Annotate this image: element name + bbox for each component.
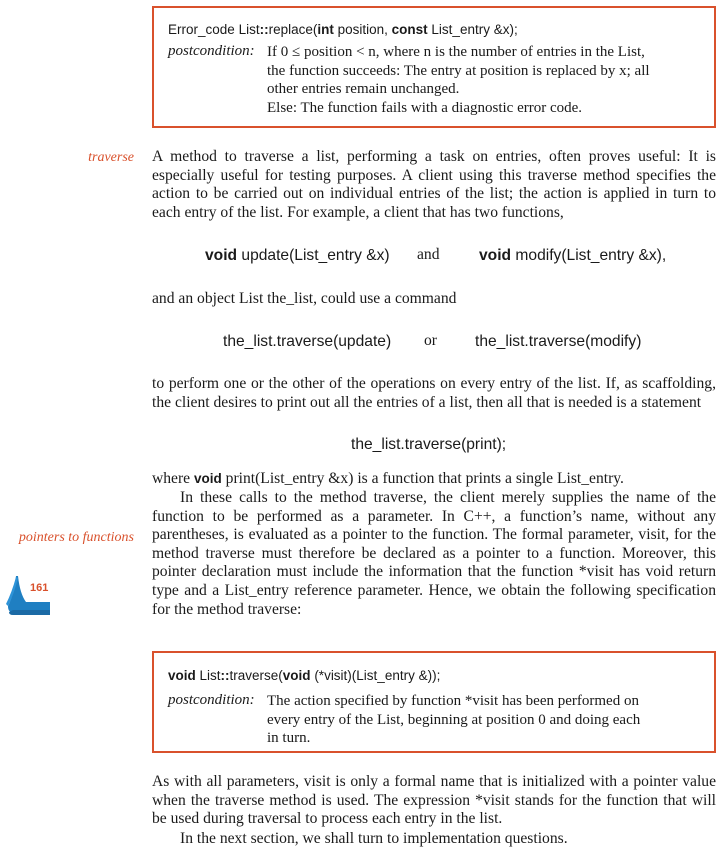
post-line: If 0 ≤ position < n, where n is the number of entries in the List, [267,44,645,60]
postcondition-label: postcondition: [168,692,255,708]
post-line: Else: The function fails with a diagnostic error code. [267,99,583,116]
sig-param2: List_entry &x); [427,22,518,37]
para4-post: print(List_entry &x) is a function that prints a single List_entry. [221,470,624,487]
sig-param1: position, [333,22,392,37]
post-line: the function succeeds: The entry at position is replaced by x; all [267,62,650,79]
margin-note-traverse: traverse [88,150,134,165]
sig-keyword-void: void [168,668,196,683]
sig-return-type: Error_code [168,22,235,37]
paragraph-scaffolding: to perform one or the other of the operations on every entry of the list. If, as scaffolding, the client desires to print out all the entries of a list, then all that is needed is a statement [152,375,716,411]
post-line: in turn. [267,730,311,746]
code-modify-line [479,247,666,265]
sig-keyword-void: void [282,668,311,683]
replace-signature [168,22,518,37]
code-or: or [424,332,437,349]
paragraph-print [152,470,716,489]
post-line: every entry of the List, beginning at position 0 and doing each [267,711,641,728]
sig-class: List [238,22,260,37]
sig-scope-op: :: [220,668,230,683]
replace-spec-box [152,6,716,128]
code-modify: modify(List_entry &x), [515,247,667,264]
para4-keyword: void [194,471,222,486]
code-keyword: void [479,247,512,264]
para4-pre: where [152,470,194,487]
code-traverse-print: the_list.traverse(print); [351,436,507,453]
sig-method: traverse( [229,668,283,683]
traverse-spec-box [152,651,716,753]
sig-keyword-const: const [391,22,428,37]
sig-param: (*visit)(List_entry &)); [310,668,441,683]
code-functions [205,247,390,265]
postcondition-label: postcondition: [168,43,255,59]
postcondition-text [267,43,650,117]
traverse-signature [168,668,440,683]
sig-method: replace( [268,22,318,37]
postcondition-text [267,692,640,748]
paragraph-intro: A method to traverse a list, performing a task on entries, often proves useful: It is especially useful for testing purposes. A client using this traverse method specifies the action to be carried out on individual entries of the list; the action is applied in turn to each entry of the list. For example, a client that has two functions, [152,148,716,221]
sig-keyword-int: int [317,22,334,37]
post-line: The action specified by function *visit has been performed on [267,693,639,709]
code-traverse-update: the_list.traverse(update) [223,333,392,350]
code-keyword: void [205,247,238,264]
post-line: other entries remain unchanged. [267,81,460,97]
code-traverse-modify: the_list.traverse(modify) [475,333,642,350]
margin-note-pointers: pointers to functions [18,530,134,545]
code-update: update(List_entry &x) [241,247,390,264]
page-number-badge: 161 [30,582,49,594]
page-reference-badge [4,568,54,620]
sig-class: List [195,668,221,683]
sig-scope-op: :: [259,22,269,37]
paragraph-visit: As with all parameters, visit is only a formal name that is initialized with a pointer value when the traverse method is used. The expression *visit stands for the function that will be used during traversal to process each entry in the list. [152,773,716,828]
paragraph-object: and an object List the_list, could use a command [152,290,457,307]
paragraph-next-section: In the next section, we shall turn to implementation questions. [180,830,568,847]
open-book-icon [4,568,54,620]
paragraph-pointers: In these calls to the method traverse, the client merely supplies the name of the function to be performed as a parameter. In C++, a function’s name, without any parentheses, is evaluated as a pointer to the function. The formal parameter, visit, for the method traverse must therefore be declared as a pointer to a function. Moreover, this pointer declaration must include the information that the function *visit has void return type and a List_entry reference parameter. Hence, we obtain the following specification for the method traverse: [152,489,716,618]
code-and: and [417,246,440,263]
